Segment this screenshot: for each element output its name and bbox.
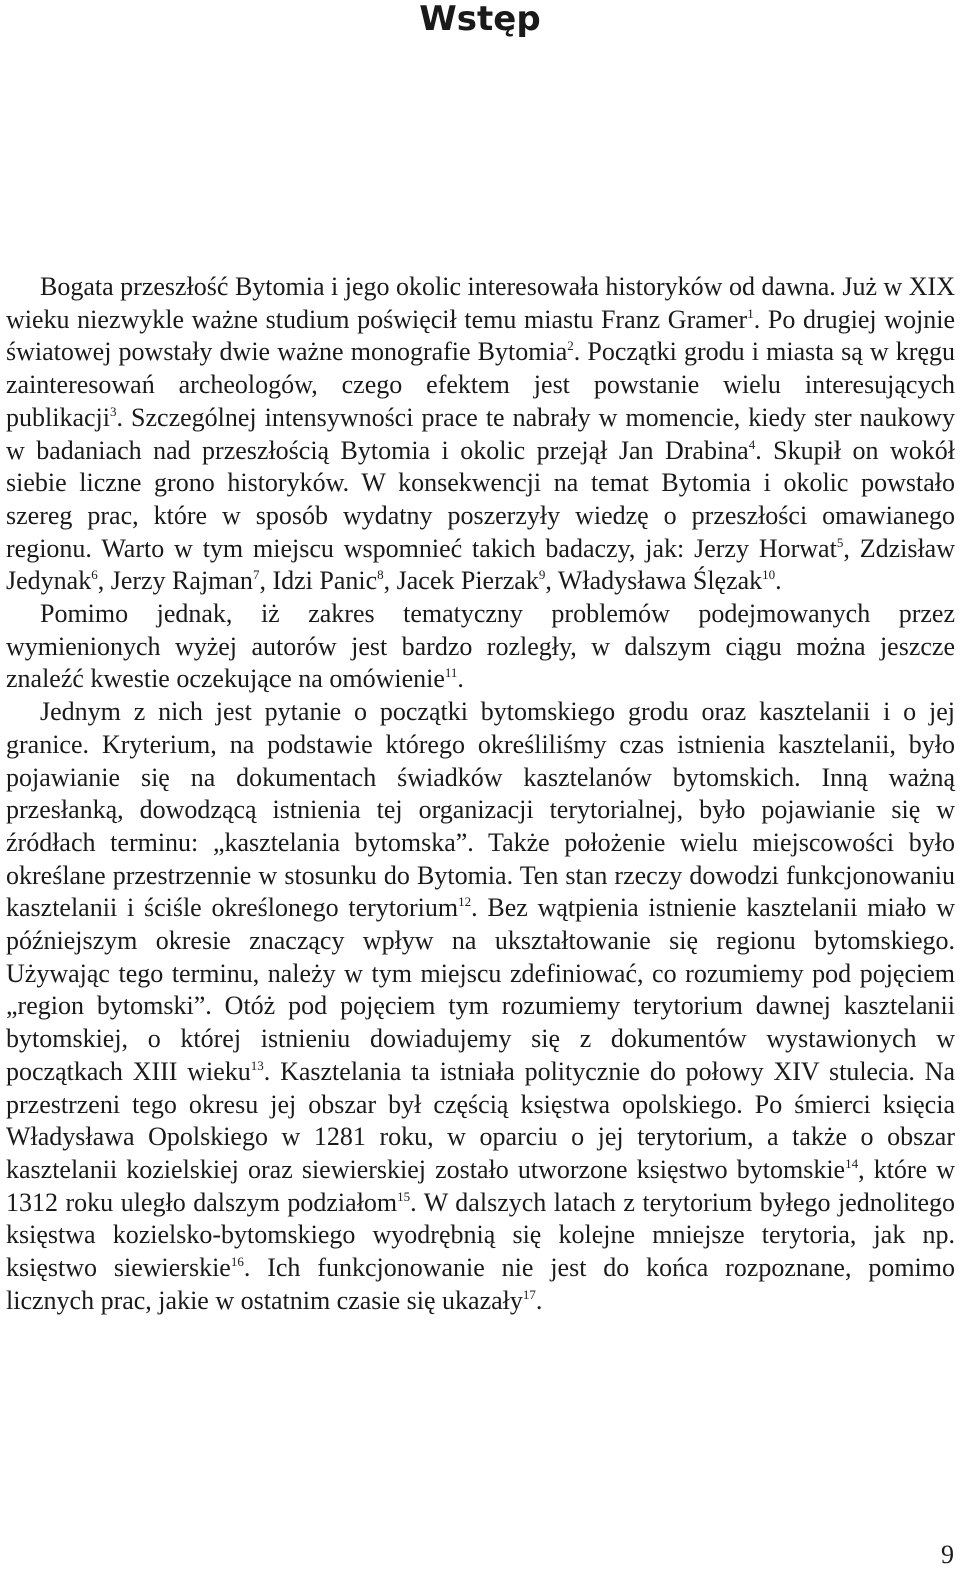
text-run: , Jerzy Rajman	[97, 566, 253, 596]
footnote-reference: 17	[522, 1286, 536, 1302]
footnote-reference: 3	[109, 403, 117, 419]
text-run: . Bez wątpienia istnienie kasztelanii miało w późniejszym okresie znaczący wpływ na ukształtowanie się regionu bytomskiego. Używając tego terminu, należy w tym miejscu zdefiniować, co rozumiemy pod pojęciem „region bytomski”. Otóż pod pojęciem tym rozumiemy terytorium dawnej kasztelanii bytomskiej, o której istnieniu dowiadujemy się z dokumentów wystawionych w początkach XIII wieku	[6, 893, 955, 1086]
footnote-reference: 6	[91, 567, 98, 583]
chapter-heading: Wstęp	[419, 0, 541, 39]
page-number: 9	[941, 1540, 954, 1569]
text-run: Jednym z nich jest pytanie o początki bytomskiego grodu oraz kasztelanii i o jej granice. Kryterium, na podstawie którego określiliśmy czas istnienia kasztelanii, było pojawianie się na dokumentach świadków kasztelanów bytomskich. Inną ważną przesłanką, dowodzącą istnienia tej organizacji terytorialnej, było pojawianie się w źródłach terminu: „kasztelania bytomska”. Także położenie wielu miejscowości było określane przestrzennie w stosunku do Bytomia. Ten stan rzeczy dowodzi funkcjonowaniu kasztelanii i ściśle określonego terytorium	[6, 697, 955, 923]
text-run: , które w 1312 roku uległo dalszym podziałom	[6, 1154, 955, 1217]
footnote-reference: 2	[567, 338, 574, 354]
text-run: Bogata przeszłość Bytomia i jego okolic interesowała historyków od dawna. Już w XIX wieku niezwykle ważne studium poświęcił temu miastu Franz Gramer	[6, 272, 955, 334]
text-run: .	[775, 566, 782, 596]
text-run: , Władysława Ślęzak	[545, 566, 763, 596]
paragraph	[6, 598, 955, 696]
footnote-reference: 14	[845, 1155, 859, 1171]
footnote-reference: 15	[397, 1188, 411, 1204]
text-run: , Jacek Pierzak	[383, 566, 539, 596]
text-run: . Początki grodu i miasta są w kręgu zainteresowań archeologów, czego efektem jest powstanie wielu interesujących publikacji	[6, 337, 955, 432]
text-run: .	[457, 664, 464, 694]
footnote-reference: 8	[377, 567, 384, 583]
paragraph	[6, 271, 955, 598]
text-run: . Ich funkcjonowanie nie jest do końca rozpoznane, pomimo licznych prac, jakie w ostatnim czasie się ukazały	[6, 1253, 955, 1315]
footnote-reference: 5	[836, 534, 844, 550]
paragraph	[6, 696, 955, 1317]
footnote-reference: 4	[748, 436, 756, 452]
body-text	[6, 271, 955, 1318]
footnote-reference: 1	[747, 305, 754, 321]
footnote-reference: 10	[762, 567, 776, 583]
footnote-reference: 13	[250, 1057, 264, 1073]
text-run: .	[535, 1285, 543, 1315]
text-run: . Szczególnej intensywności prace te nabrały w momencie, kiedy ster naukowy w badaniach nad przeszłością Bytomia i okolic przejął Jan Drabina	[6, 402, 955, 465]
footnote-reference: 11	[444, 665, 458, 681]
text-run: . W dalszych latach z terytorium byłego jednolitego księstwa kozielsko-bytomskiego wyodrębnią się kolejne mniejsze terytoria, jak np. księstwo siewierskie	[6, 1187, 955, 1283]
footnote-reference: 16	[230, 1254, 244, 1270]
text-run: . Skupił on wokół siebie liczne grono historyków. W konsekwencji na temat Bytomia i okolic powstało szereg prac, które w sposób wydatny poszerzyły wiedzę o przeszłości omawianego regionu. Warto w tym miejscu wspomnieć takich badaczy, jak: Jerzy Horwat	[6, 435, 955, 563]
footnote-reference: 12	[458, 894, 472, 910]
text-run: . Kasztelania ta istniała politycznie do połowy XIV stulecia. Na przestrzeni tego okresu jej obszar był częścią księstwa opolskiego. Po śmierci księcia Władysława Opolskiego w 1281 roku, w oparciu o jej terytorium, a także o obszar kasztelanii kozielskiej oraz siewierskiej zostało utworzone księstwo bytomskie	[6, 1056, 955, 1184]
text-run: , Zdzisław Jedynak	[6, 533, 955, 596]
footnote-reference: 9	[538, 567, 546, 583]
text-run: . Po drugiej wojnie światowej powstały dwie ważne monografie Bytomia	[6, 304, 955, 367]
footnote-reference: 7	[252, 567, 260, 583]
text-run: Pomimo jednak, iż zakres tematyczny problemów podejmowanych przez wymienionych wyżej autorów jest bardzo rozległy, w dalszym ciągu można jeszcze znaleźć kwestie oczekujące na omówienie	[6, 599, 955, 694]
text-run: , Idzi Panic	[259, 566, 378, 596]
